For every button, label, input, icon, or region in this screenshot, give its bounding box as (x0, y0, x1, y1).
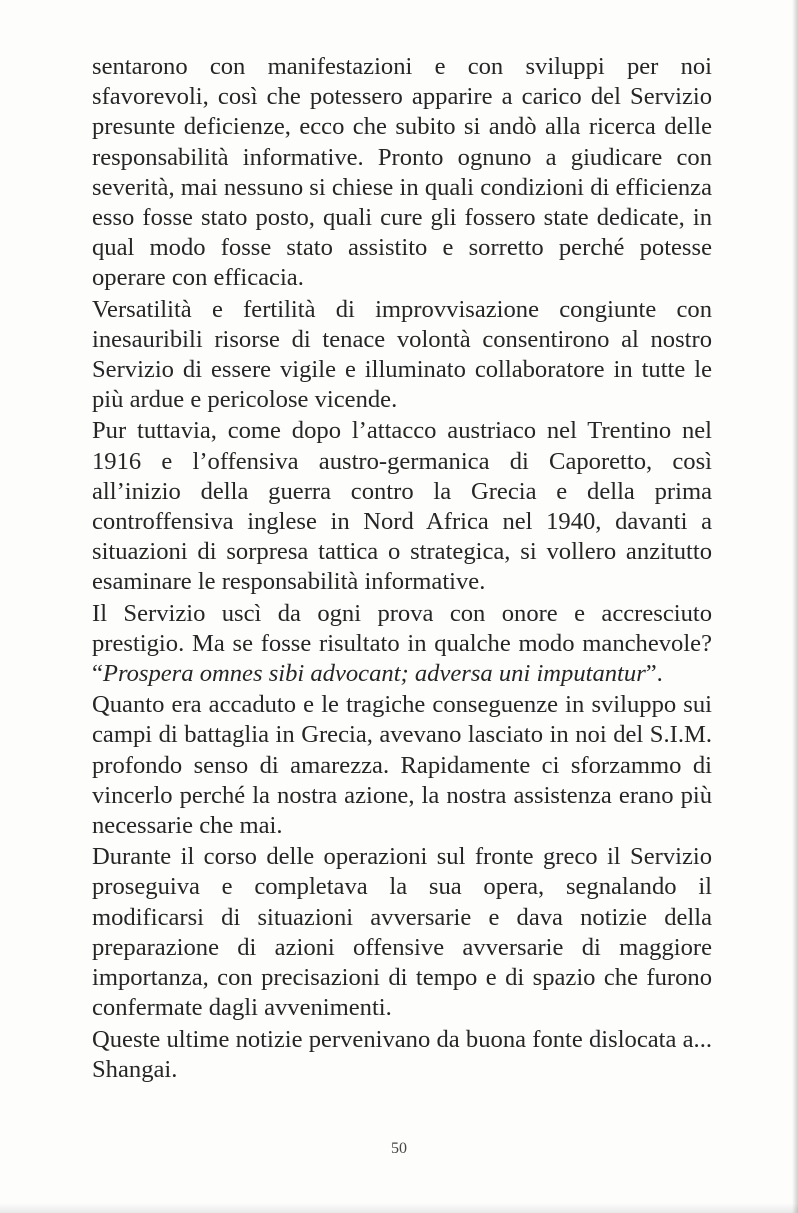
paragraph: Versatilità e fertilità di improvvisazione congiunte con inesauribili risorse di tenace volontà consentirono al nostro Servizio di essere vigile e illuminato collaboratore in tutte le più ardue e pericolose vicende. (92, 295, 712, 414)
paragraph: Durante il corso delle operazioni sul fronte greco il Servizio proseguiva e completava la sua opera, segnalando il modificarsi di situazioni avversarie e dava notizie della preparazione di azioni offensive avversarie di maggiore importanza, con precisazioni di tempo e di spazio che furono confermate dagli avvenimenti. (92, 843, 712, 1022)
latin-quote: Prospera omnes sibi advocant; adversa uni imputantur (102, 660, 646, 688)
paragraph: Queste ultime notizie pervenivano da buona fonte dislocata a... Shangai. (92, 1025, 712, 1083)
paragraph: sentarono con manifestazioni e con sviluppi per noi sfavorevoli, così che potessero apparire a carico del Servizio presunte deficienze, ecco che subito si andò alla ricerca delle responsabilità informative. Pronto ognuno a giudicare con severità, mai nessuno si chiese in quali condizioni di efficienza esso fosse stato posto, quali cure gli fossero state dedicate, in qual modo fosse stato assistito e sorretto perché potesse operare con efficacia. (92, 53, 712, 292)
paragraph-with-latin-quote (92, 599, 712, 690)
page-number: 50 (391, 1140, 407, 1157)
paragraph-text: ”. (645, 660, 663, 688)
paragraph: Quanto era accaduto e le tragiche conseguenze in sviluppo sui campi di battaglia in Grecia, avevano lasciato in noi del S.I.M. profondo senso di amarezza. Rapidamente ci sforzammo di vincerlo perché la nostra azione, la nostra assistenza erano più necessarie che mai. (92, 691, 712, 840)
paragraph-text: Il Servizio uscì da ogni prova con onore e accresciuto prestigio. Ma se fosse risultato in qualche modo manchevole? “ (92, 599, 712, 688)
paragraph: Pur tuttavia, come dopo l’attacco austriaco nel Trentino nel 1916 e l’offensiva austro-germanica di Caporetto, così all’inizio della guerra contro la Grecia e della prima controffensiva inglese in Nord Africa nel 1940, davanti a situazioni di sorpresa tattica o strategica, si vollero anzitutto esaminare le responsabilità informative. (92, 417, 712, 596)
scan-bottom-shadow (0, 1203, 798, 1213)
scan-edge-shadow (792, 0, 798, 1213)
body-text (92, 52, 712, 1085)
